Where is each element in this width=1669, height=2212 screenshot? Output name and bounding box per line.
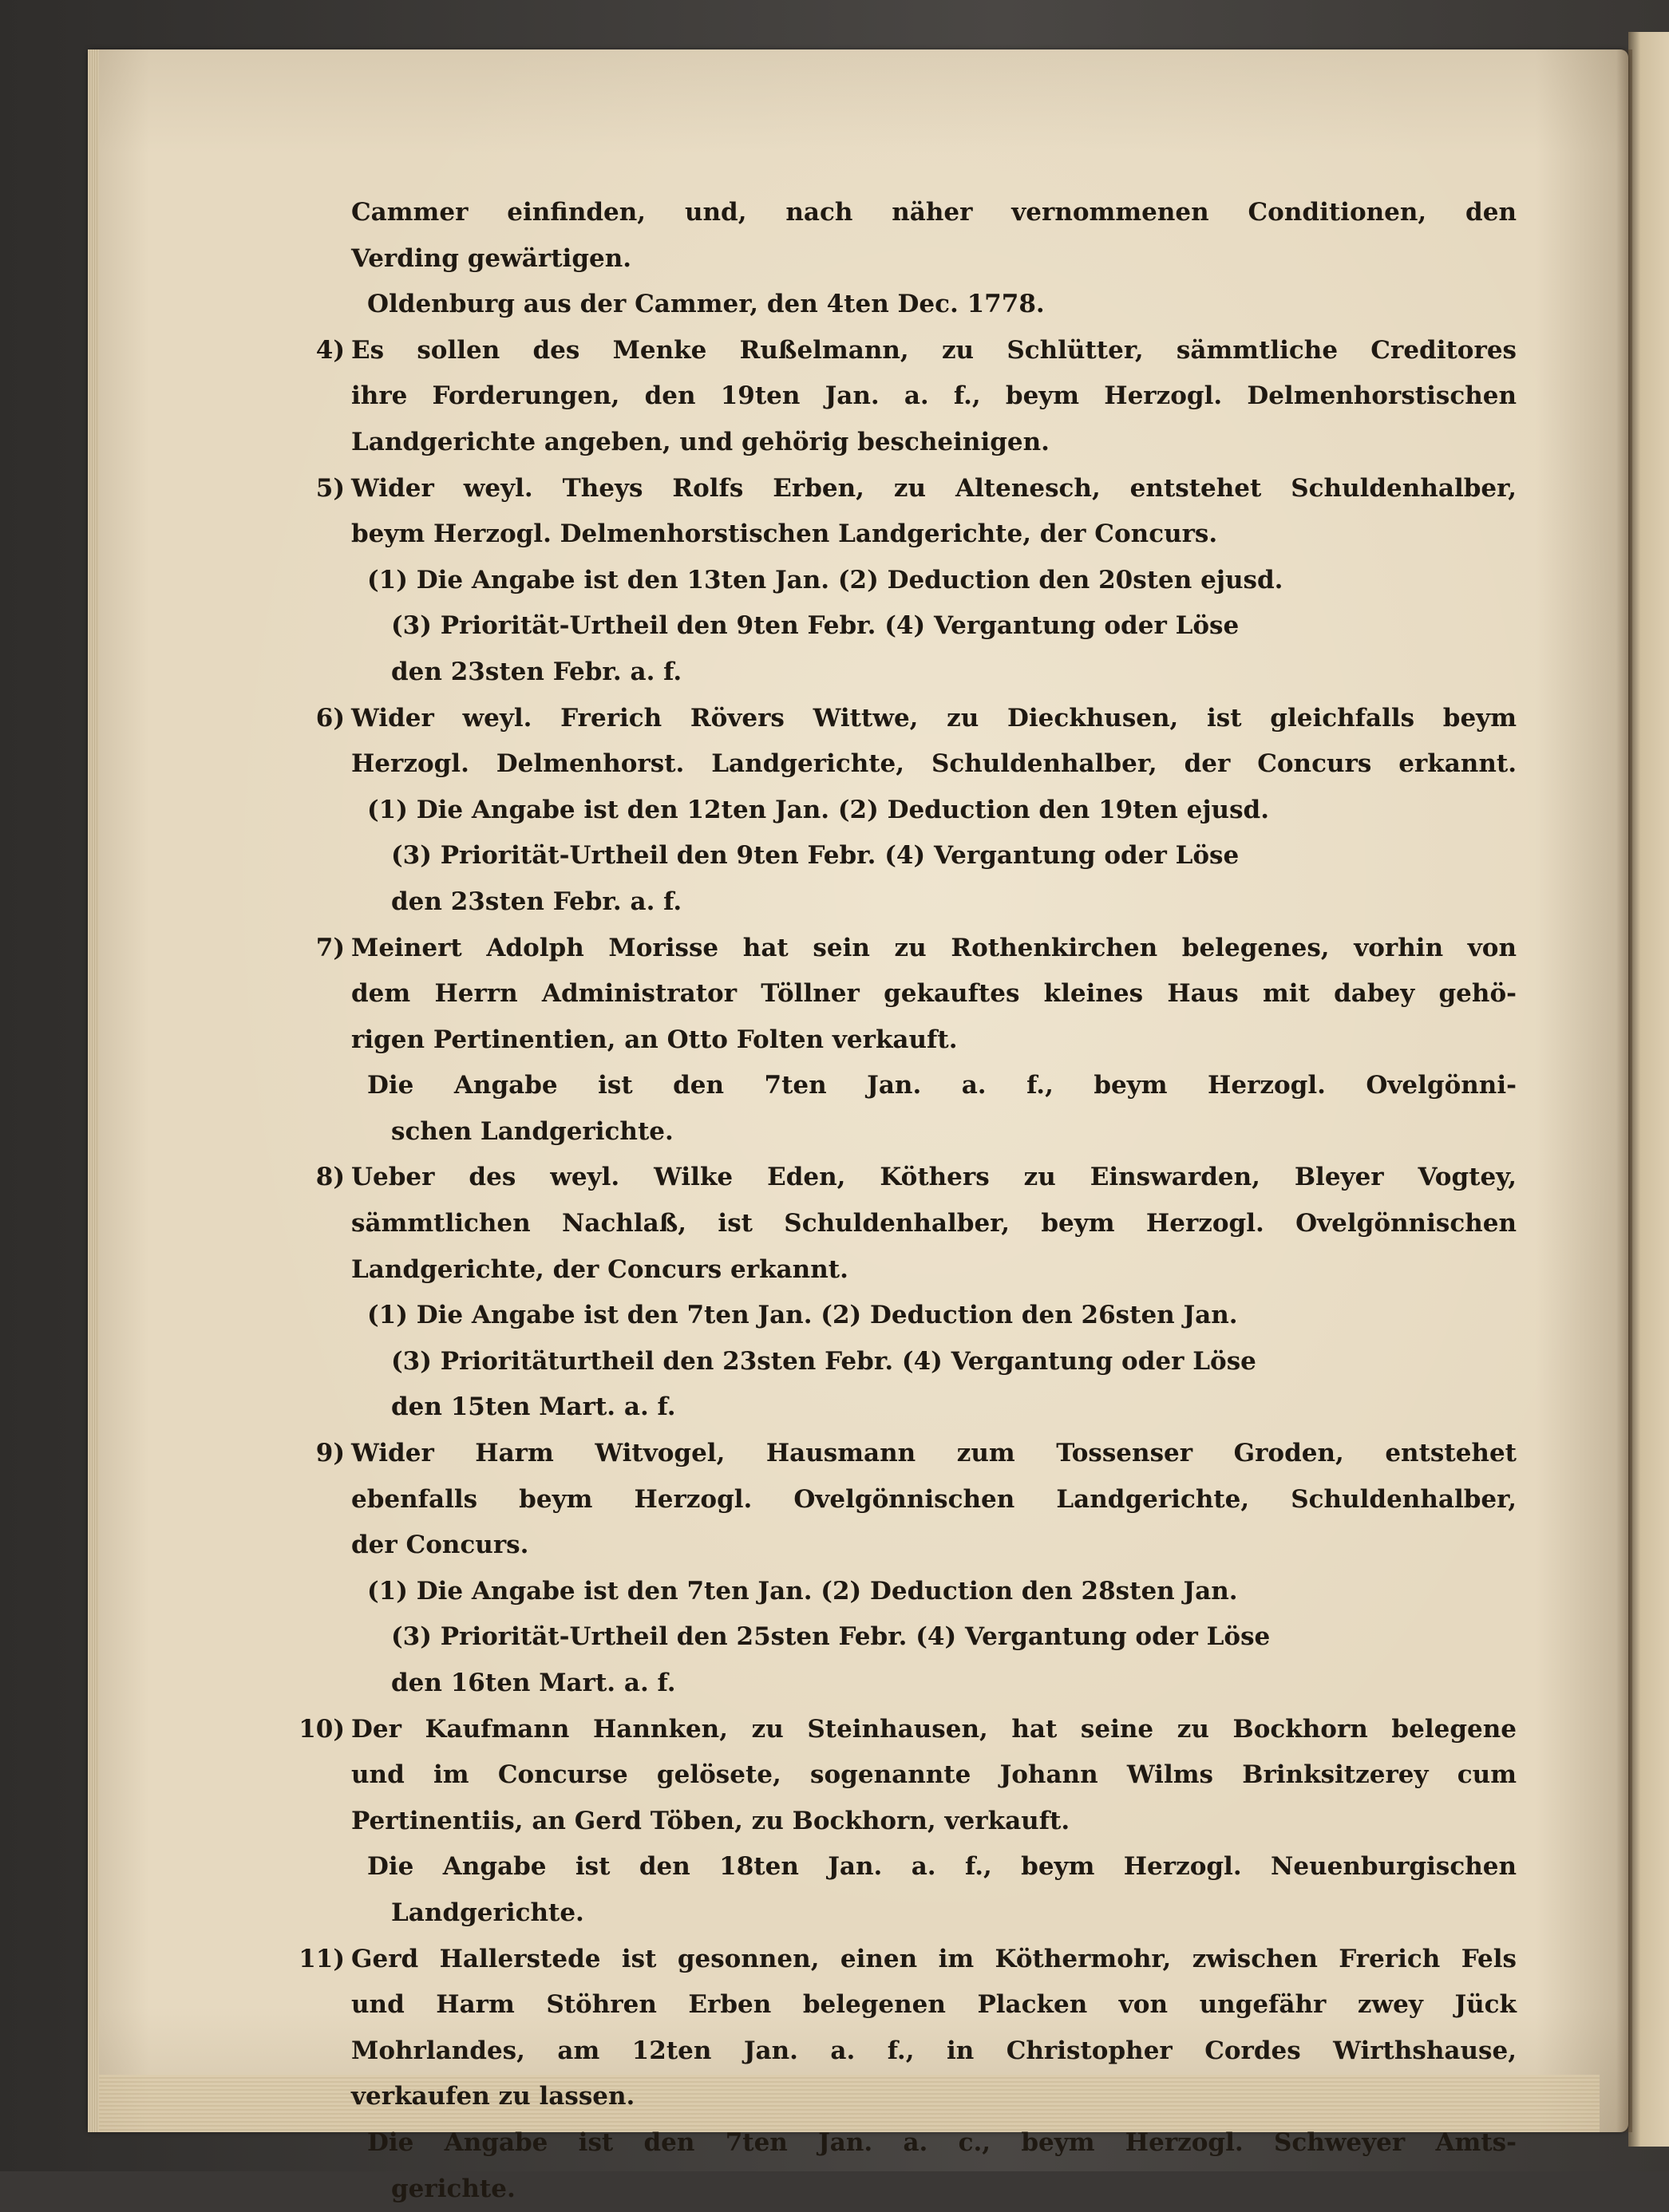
text-line: Landgerichte, der Concurs erkannt. [351,1254,848,1284]
text-line: und im Concurse gelösete, sogenannte Johann Wilms Brinksitzerey cum [351,1760,1517,1790]
notice-entry [315,328,1517,466]
text-line: ihre Forderungen, den 19ten Jan. a. f., beym Herzogl. Delmenhorstischen [351,381,1517,411]
text-line: Meinert Adolph Morisse hat sein zu Rothenkirchen belegenes, vorhin von [351,933,1517,962]
facing-page-edge [1628,32,1669,2147]
entry-number: 8) [315,1163,345,1192]
text-line: Landgerichte angeben, und gehörig bescheinigen. [351,427,1050,456]
text-line: und Harm Stöhren Erben belegenen Placken von ungefähr zwey Jück [351,1990,1517,2020]
dateline: Oldenburg aus der Cammer, den 4ten Dec. 1778. [367,290,1045,319]
text-line: sämmtlichen Nachlaß, ist Schuldenhalber, beym Herzogl. Ovelgönnischen [351,1209,1517,1238]
notice-entry [315,466,1517,696]
sub-line: (3) Prioritäturtheil den 23sten Febr. (4) Vergantung oder Löse [391,1346,1256,1376]
sub-line: (1) Die Angabe ist den 7ten Jan. (2) Deduction den 28sten Jan. [367,1576,1238,1606]
text-line: verkaufen zu lassen. [351,2082,635,2111]
text-line: Gerd Hallerstede ist gesonnen, einen im Köthermohr, zwischen Frerich Fels [351,1944,1517,1973]
entry-number: 7) [315,933,345,962]
entry-number: 6) [315,703,345,733]
sub-line: (3) Priorität-Urtheil den 25sten Febr. (4) Vergantung oder Löse [391,1622,1271,1652]
sub-line: den 15ten Mart. a. f. [391,1392,676,1422]
entry-number: 9) [315,1439,345,1468]
sub-line: Die Angabe ist den 7ten Jan. a. f., beym Herzogl. Ovelgönni- [367,1071,1517,1100]
text-line: Wider Harm Witvogel, Hausmann zum Tossenser Groden, entstehet [351,1439,1517,1468]
notice-entry [315,926,1517,1155]
text-line: Verding gewärtigen. [351,243,632,273]
gutter-shadow [1616,49,1632,2132]
text-line: Pertinentiis, an Gerd Töben, zu Bockhorn, verkauft. [351,1806,1070,1835]
text-line: beym Herzogl. Delmenhorstischen Landgerichte, der Concurs. [351,519,1218,549]
page-text [299,190,1517,2212]
sub-line: (1) Die Angabe ist den 12ten Jan. (2) Deduction den 19ten ejusd. [367,795,1270,824]
entry-number: 10) [299,1714,345,1744]
text-line: Wider weyl. Theys Rolfs Erben, zu Altenesch, entstehet Schuldenhalber, [351,473,1517,503]
text-line: der Concurs. [351,1531,529,1560]
sub-line: Die Angabe ist den 7ten Jan. a. c., beym Herzogl. Schweyer Amts- [367,2127,1517,2157]
sub-line: den 23sten Febr. a. f. [391,657,682,686]
sub-line: (1) Die Angabe ist den 7ten Jan. (2) Deduction den 26sten Jan. [367,1301,1238,1330]
sub-line: Landgerichte. [391,1898,584,1927]
text-line: rigen Pertinentien, an Otto Folten verkauft. [351,1025,958,1054]
notice-entry [299,1707,1517,1937]
text-line: Ueber des weyl. Wilke Eden, Köthers zu Einswarden, Bleyer Vogtey, [351,1163,1517,1192]
text-line: Cammer einfinden, und, nach näher vernommenen Conditionen, den [351,198,1517,227]
notice-entry [315,1431,1517,1707]
sub-line: (3) Priorität-Urtheil den 9ten Febr. (4) Vergantung oder Löse [391,841,1240,871]
text-line: Herzogl. Delmenhorst. Landgerichte, Schuldenhalber, der Concurs erkannt. [351,749,1517,779]
sub-line: (1) Die Angabe ist den 13ten Jan. (2) Deduction den 20sten ejusd. [367,565,1283,594]
text-line: Wider weyl. Frerich Rövers Wittwe, zu Dieckhusen, ist gleichfalls beym [351,703,1517,733]
text-line: ebenfalls beym Herzogl. Ovelgönnischen Landgerichte, Schuldenhalber, [351,1484,1517,1514]
sub-line: den 23sten Febr. a. f. [391,887,682,916]
sub-line: gerichte. [391,2174,516,2203]
entry-number: 4) [315,335,345,365]
text-line: Es sollen des Menke Rußelmann, zu Schlütter, sämmtliche Creditores [351,335,1517,365]
entry-number: 5) [315,473,345,503]
sub-line: schen Landgerichte. [391,1116,674,1146]
sub-line: Die Angabe ist den 18ten Jan. a. f., beym Herzogl. Neuenburgischen [367,1852,1517,1882]
entry-number: 11) [299,1944,345,1973]
text-line: Mohrlandes, am 12ten Jan. a. f., in Christopher Cordes Wirthshause, [351,2036,1517,2065]
notice-entry [315,696,1517,926]
notice-entry [299,1937,1517,2212]
text-line: Der Kaufmann Hannken, zu Steinhausen, hat seine zu Bockhorn belegene [351,1714,1517,1744]
text-line: dem Herrn Administrator Töllner gekauftes kleines Haus mit dabey gehö- [351,979,1517,1009]
page-stack-left-edge [88,49,99,2132]
notice-entry [315,1155,1517,1431]
sub-line: den 16ten Mart. a. f. [391,1669,676,1697]
sub-line: (3) Priorität-Urtheil den 9ten Febr. (4) Vergantung oder Löse [391,611,1240,641]
